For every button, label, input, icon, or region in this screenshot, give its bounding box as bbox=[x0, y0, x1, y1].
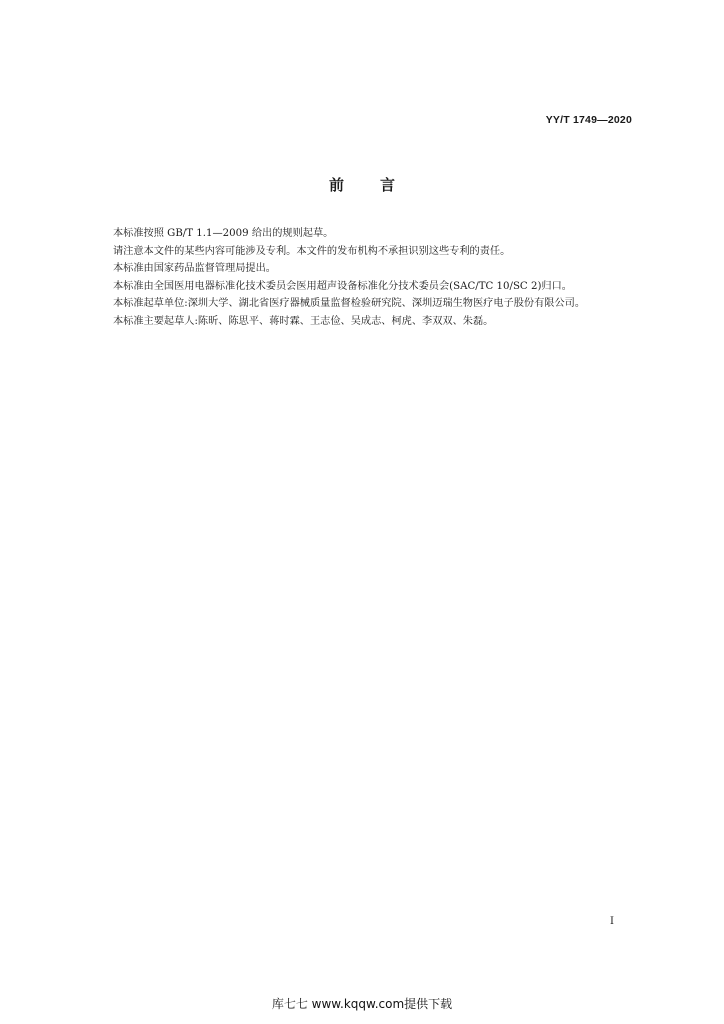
page-title bbox=[0, 174, 724, 195]
paragraph-drafting-rules: 本标准按照 GB/T 1.1—2009 给出的规则起草。 bbox=[113, 228, 334, 239]
paragraph-patent-notice: 请注意本文件的某些内容可能涉及专利。本文件的发布机构不承担识别这些专利的责任。 bbox=[113, 245, 511, 257]
paragraph-centralized-unit: 本标准由全国医用电器标准化技术委员会医用超声设备标准化分技术委员会(SAC/TC 10/SC 2)归口。 bbox=[113, 280, 572, 292]
paragraph-drafting-units: 本标准起草单位:深圳大学、湖北省医疗器械质量监督检验研究院、深圳迈瑞生物医疗电子股份有限公司。 bbox=[113, 298, 586, 309]
foreword-body bbox=[92, 225, 632, 330]
paragraph-proposer: 本标准由国家药品监督管理局提出。 bbox=[113, 263, 276, 274]
title-char-1: 前 bbox=[328, 176, 344, 194]
paragraph-main-drafters: 本标准主要起草人:陈昕、陈思平、蒋时霖、王志俭、吴成志、柯虎、李双双、朱磊。 bbox=[113, 315, 494, 327]
page-number: I bbox=[610, 916, 614, 927]
standard-code: YY/T 1749—2020 bbox=[545, 114, 632, 126]
title-char-2: 言 bbox=[380, 176, 396, 194]
download-footer: 库七七 www.kqqw.com提供下载 bbox=[271, 997, 453, 1011]
